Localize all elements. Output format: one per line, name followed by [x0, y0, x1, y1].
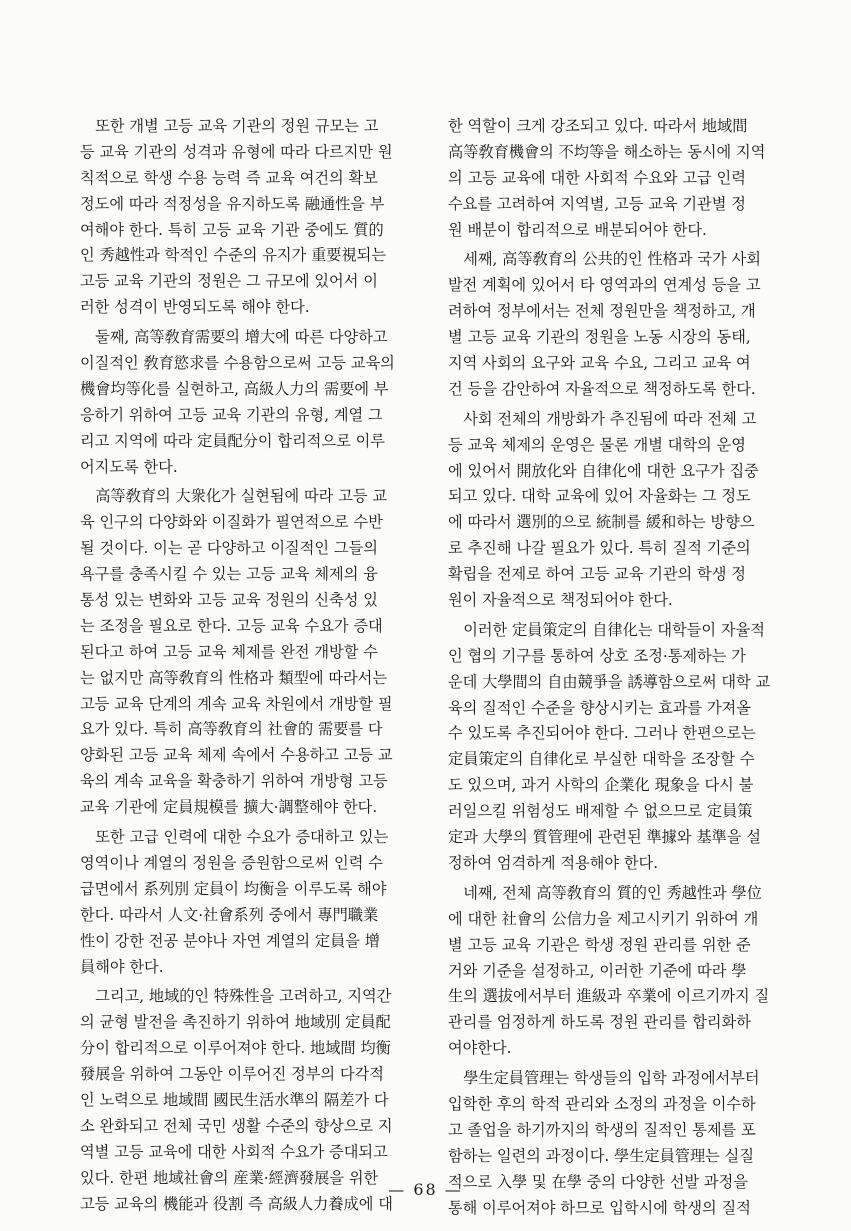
- text-line: 운데 大學間의 自由競爭을 誘導함으로써 대학 교: [448, 672, 771, 691]
- text-line: 機會均等化를 실현하고, 高級人力의 需要에 부: [80, 379, 389, 398]
- text-line: 있다. 한편 地域社會의 産業·經濟發展을 위한: [80, 1168, 379, 1187]
- text-line: 여해야 한다. 특히 고등 교육 기관 중에도 質的: [80, 220, 384, 239]
- text-line: 양화된 고등 교육 체제 속에서 수용하고 고등 교: [80, 746, 393, 765]
- text-line: 定과 大學의 質管理에 관련된 準據와 基準을 설: [448, 828, 761, 847]
- text-line: 의 균형 발전을 촉진하기 위하여 地域別 定員配: [80, 1013, 391, 1032]
- text-line: 生의 選拔에서부터 進級과 卒業에 이르기까지 질: [448, 987, 770, 1006]
- text-line: 응하기 위하여 고등 교육 기관의 유형, 계열 그: [80, 405, 383, 424]
- text-line: 정하여 엄격하게 적용해야 한다.: [448, 853, 659, 872]
- text-line: 함하는 일련의 과정이다. 學生定員管理는 실질: [448, 1146, 754, 1165]
- text-line: 수요를 고려하여 지역별, 고등 교육 기관별 정: [448, 194, 746, 213]
- text-line: 정도에 따라 적정성을 유지하도록 融通性을 부: [80, 194, 385, 213]
- text-line: 통성 있는 변화와 고등 교육 정원의 신축성 있: [80, 591, 378, 610]
- text-line: 수 있도록 추진되어야 한다. 그러나 한편으로는: [448, 724, 756, 743]
- text-line: 확립을 전제로 하여 고등 교육 기관의 학생 정: [448, 565, 746, 584]
- text-line: 역별 고등 교육에 대한 사회적 수요가 증대되고: [80, 1142, 388, 1161]
- text-line: 칙적으로 학생 수용 능력 즉 교육 여건의 확보: [80, 168, 378, 187]
- text-line: 입학한 후의 학적 관리와 소정의 과정을 이수하: [448, 1094, 756, 1113]
- text-line: 고등 교육 기관의 정원은 그 규모에 있어서 이: [80, 272, 378, 291]
- text-line: 分이 합리적으로 이루어져야 한다. 地域間 均衡: [80, 1039, 391, 1058]
- text-line: 된다고 하여 고등 교육 체제를 완전 개방할 수: [80, 642, 378, 661]
- text-line: 또한 개별 고등 교육 기관의 정원 규모는 고: [80, 117, 379, 135]
- text-line: 등 교육 기관의 성격과 유형에 따라 다르지만 원: [80, 142, 393, 161]
- text-line: 인 협의 기구를 통하여 상호 조정·통제하는 가: [448, 646, 746, 665]
- text-line: 員해야 한다.: [80, 957, 164, 976]
- text-line: 육의 질적인 수준을 향상시키는 효과를 가져올: [448, 698, 751, 717]
- text-line: 이질적인 敎育慾求를 수용함으로써 고등 교육의: [80, 354, 395, 373]
- text-line: 에 대한 社會의 公信力을 제고시키기 위하여 개: [448, 909, 759, 928]
- text-line: 에 있어서 開放化와 自律化에 대한 요구가 집중: [448, 461, 759, 480]
- text-line: 려하여 정부에서는 전체 정원만을 책정하고, 개: [448, 302, 756, 321]
- text-line: 러일으킬 위험성도 배제할 수 없으므로 定員策: [448, 802, 753, 821]
- paragraph: [448, 114, 803, 243]
- text-line: 고등 교육의 機能과 役割 즉 高級人力養成에 대: [80, 1194, 393, 1213]
- text-line: 인 秀越性과 학적인 수준의 유지가 重要視되는: [80, 246, 386, 265]
- text-line: 인 노력으로 地域間 國民生活水準의 隔差가 다: [80, 1090, 389, 1109]
- paragraph: [80, 114, 435, 321]
- text-line: 욕구를 충족시킬 수 있는 고등 교육 체제의 융: [80, 565, 378, 584]
- paragraph: [448, 881, 803, 1062]
- paragraph: [448, 407, 803, 614]
- paragraph: [80, 484, 435, 821]
- text-line: 그리고, 地域的인 特殊性을 고려하고, 지역간: [80, 987, 392, 1006]
- text-line: 급면에서 系列別 定員이 均衡을 이루도록 해야: [80, 879, 387, 898]
- text-line: 도 있으며, 과거 사학의 企業化 現象을 다시 불: [448, 776, 754, 795]
- text-line: 원이 자율적으로 책정되어야 한다.: [448, 591, 673, 610]
- text-line: 에 따라서 選別的으로 統制를 緩和하는 방향으: [448, 513, 755, 532]
- text-line: 육의 계속 교육을 확충하기 위하여 개방형 고등: [80, 772, 388, 791]
- paragraph: [448, 618, 803, 877]
- text-line: 定員策定의 自律化로 부실한 대학을 조장할 수: [448, 750, 755, 769]
- text-line: 의 고등 교육에 대한 사회적 수요와 고급 인력: [448, 168, 746, 187]
- text-line: 러한 성격이 반영되도록 해야 한다.: [80, 298, 310, 317]
- text-line: 영역이나 계열의 정원을 증원함으로써 인력 수: [80, 853, 383, 872]
- text-line: 리고 지역에 따라 定員配分이 합리적으로 이루: [80, 431, 385, 450]
- text-line: 學生定員管理는 학생들의 입학 과정에서부터: [448, 1069, 760, 1088]
- text-line: 통해 이루어져야 하므로 입학시에 학생의 질적: [448, 1198, 751, 1217]
- text-line: 또한 고급 인력에 대한 수요가 증대하고 있는: [80, 828, 389, 847]
- text-line: 별 고등 교육 기관의 정원을 노동 시장의 동태,: [448, 328, 751, 347]
- text-line: 교육 기관에 定員規模를 擴大·調整해야 한다.: [80, 798, 378, 817]
- page-number: — 68 —: [388, 1180, 463, 1199]
- text-line: 發展을 위하여 그동안 이루어진 정부의 다각적: [80, 1065, 384, 1084]
- text-line: 육 인구의 다양화와 이질화가 필연적으로 수반: [80, 513, 383, 532]
- text-line: 원 배분이 합리적으로 배분되어야 한다.: [448, 220, 707, 239]
- text-line: 될 것이다. 이는 곧 다양하고 이질적인 그들의: [80, 539, 378, 558]
- text-line: 한다. 따라서 人文·社會系列 중에서 專門職業: [80, 905, 379, 924]
- text-line: 소 완화되고 전체 국민 생활 수준의 향상으로 지: [80, 1116, 393, 1135]
- text-line: 는 없지만 高等敎育의 性格과 類型에 따라서는: [80, 668, 388, 687]
- text-line: 네째, 전체 高等敎育의 質的인 秀越性과 學位: [448, 883, 762, 902]
- paragraph: [80, 325, 435, 480]
- text-line: 지역 사회의 요구와 교육 수요, 그리고 교육 여: [448, 354, 751, 373]
- text-line: 어지도록 한다.: [80, 457, 178, 476]
- text-line: 고 졸업을 하기까지의 학생의 질적인 통제를 포: [448, 1120, 756, 1139]
- text-line: 高等敎育機會의 不均等을 해소하는 동시에 지역: [448, 142, 766, 161]
- text-line: 세째, 高等敎育의 公共的인 性格과 국가 사회: [448, 250, 761, 269]
- text-line: 발전 계획에 있어서 타 영역과의 연계성 등을 고: [448, 276, 761, 295]
- text-line: 적으로 入學 및 在學 중의 다양한 선발 과정을: [448, 1172, 748, 1191]
- text-line: 高等敎育의 大衆化가 실현됨에 따라 고등 교: [80, 487, 388, 506]
- text-line: 되고 있다. 대학 교육에 있어 자율화는 그 정도: [448, 487, 751, 506]
- text-line: 둘째, 高等敎育需要의 增大에 따른 다양하고: [80, 328, 388, 347]
- right-column: [448, 114, 803, 1221]
- text-line: 로 추진해 나갈 필요가 있다. 특히 질적 기준의: [448, 539, 751, 558]
- text-line: 사회 전체의 개방화가 추진됨에 따라 전체 고: [448, 409, 757, 428]
- text-line: 건 등을 감안하여 자율적으로 책정하도록 한다.: [448, 379, 756, 398]
- text-line: 별 고등 교육 기관은 학생 정원 관리를 위한 준: [448, 935, 751, 954]
- text-line: 이러한 定員策定의 自律化는 대학들이 자율적: [448, 620, 765, 639]
- left-column: [80, 114, 435, 1217]
- paragraph: [448, 247, 803, 402]
- text-line: 요가 있다. 특히 高等敎育의 社會的 需要를 다: [80, 720, 383, 739]
- text-line: 고등 교육 단계의 계속 교육 차원에서 개방할 필: [80, 694, 393, 713]
- text-line: 관리를 엄정하게 하도록 정원 관리를 합리화하: [448, 1013, 751, 1032]
- text-line: 거와 기준을 설정하고, 이러한 기준에 따라 學: [448, 961, 747, 980]
- text-line: 한 역할이 크게 강조되고 있다. 따라서 地域間: [448, 117, 748, 135]
- text-line: 등 교육 체제의 운영은 물론 개별 대학의 운영: [448, 435, 746, 454]
- paragraph: [80, 825, 435, 980]
- text-line: 는 조정을 필요로 한다. 고등 교육 수요가 증대: [80, 616, 383, 635]
- text-line: 여야한다.: [448, 1039, 512, 1058]
- text-line: 性이 강한 전공 분야나 자연 계열의 定員을 增: [80, 931, 380, 950]
